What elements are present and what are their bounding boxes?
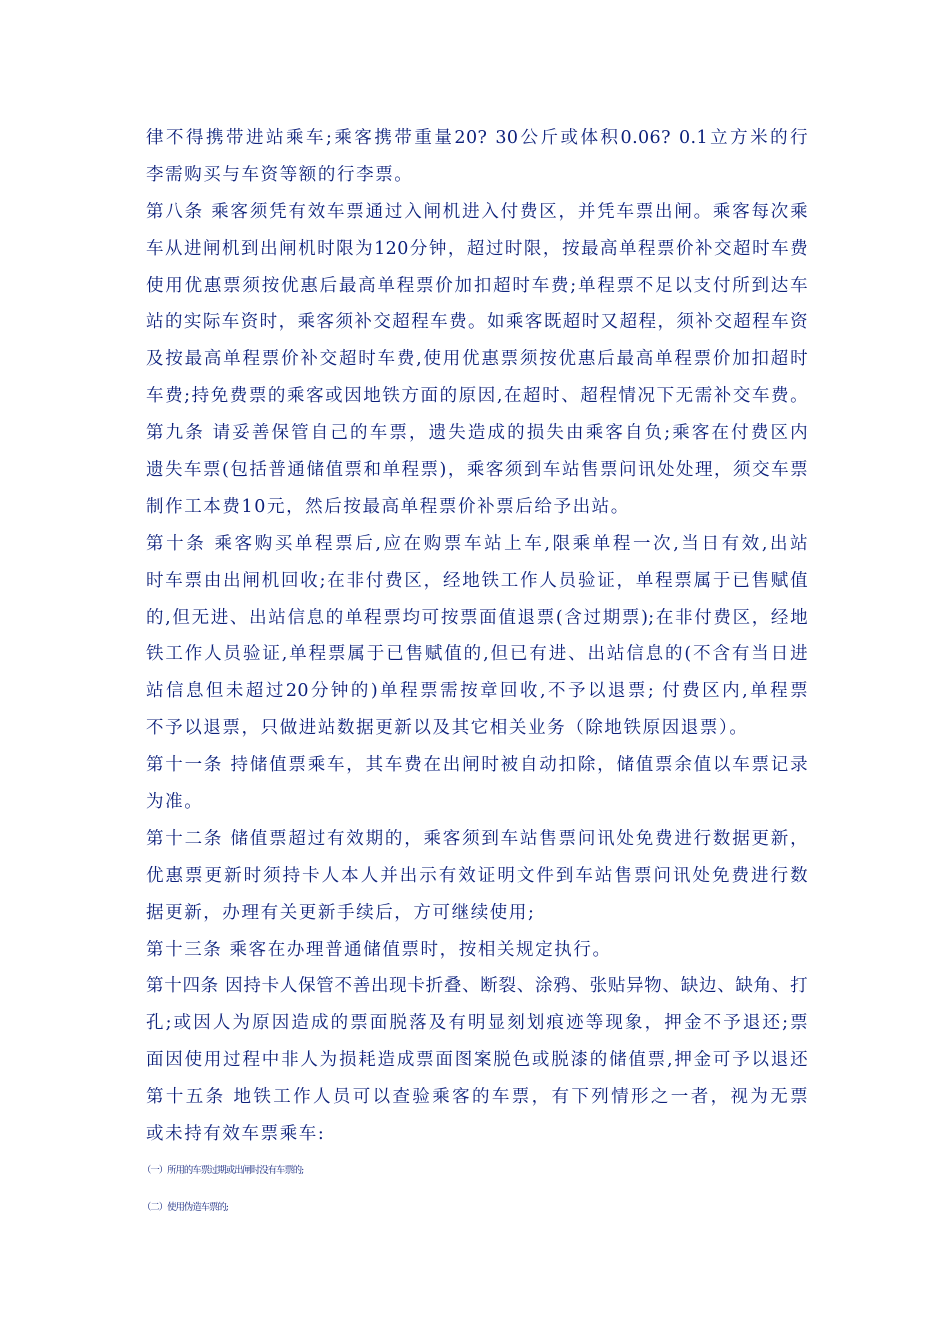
text-line: 铁工作人员验证,单程票属于已售赋值的,但已有进、出站信息的(不含有当日进 xyxy=(146,644,808,665)
text-line: 李需购买与车资等额的行李票。 xyxy=(146,164,414,185)
text-line: 的,但无进、出站信息的单程票均可按票面值退票(含过期票);在非付费区，经地 xyxy=(146,607,808,628)
text-line: 为准。 xyxy=(146,792,204,813)
text-line: 律不得携带进站乘车;乘客携带重量20? 30公斤或体积0.06? 0.1立方米的行 xyxy=(146,128,808,148)
text-line: 第十五条 地铁工作人员可以查验乘客的车票，有下列情形之一者，视为无票 xyxy=(146,1087,808,1108)
text-line: 孔;或因人为原因造成的票面脱落及有明显刻划痕迹等现象，押金不予退还;票 xyxy=(146,1013,808,1034)
text-line: 第十一条 持储值票乘车，其车费在出闸时被自动扣除，储值票余值以车票记录 xyxy=(146,755,808,776)
text-line: 据更新，办理有关更新手续后，方可继续使用; xyxy=(146,902,536,923)
text-line: 第九条 请妥善保管自己的车票，遗失造成的损失由乘客自负;乘客在付费区内 xyxy=(146,423,808,444)
text-line: 遗失车票(包括普通储值票和单程票)，乘客须到车站售票问讯处处理，须交车票 xyxy=(146,460,808,481)
text-line: 车费;持免费票的乘客或因地铁方面的原因,在超时、超程情况下无需补交车费。 xyxy=(146,386,808,407)
text-line: 车从进闸机到出闸机时限为120分钟，超过时限，按最高单程票价补交超时车费 xyxy=(146,238,808,259)
text-line: 及按最高单程票价补交超时车费,使用优惠票须按优惠后最高单程票价加扣超时 xyxy=(146,349,808,370)
text-line: 不予以退票，只做进站数据更新以及其它相关业务（除地铁原因退票）。 xyxy=(146,718,749,739)
text-line: 时车票由出闸机回收;在非付费区，经地铁工作人员验证，单程票属于已售赋值 xyxy=(146,570,808,591)
text-line: 或未持有效车票乘车: xyxy=(146,1124,326,1145)
body-text xyxy=(142,120,808,1227)
text-line: 使用优惠票须按优惠后最高单程票价加扣超时车费;单程票不足以支付所到达车 xyxy=(146,275,808,296)
text-line: （二）使用伪造车票的; xyxy=(142,1201,228,1213)
text-line: 面因使用过程中非人为损耗造成票面图案脱色或脱漆的储值票,押金可予以退还 xyxy=(146,1050,808,1071)
text-line: 第十三条 乘客在办理普通储值票时，按相关规定执行。 xyxy=(146,939,612,960)
text-line: （一）所用的车票过期或出闸时没有车票的; xyxy=(142,1164,304,1176)
text-line: 优惠票更新时须持卡人本人并出示有效证明文件到车站售票问讯处免费进行数 xyxy=(146,865,808,886)
text-line: 第十四条 因持卡人保管不善出现卡折叠、断裂、涂鸦、张贴异物、缺边、缺角、打 xyxy=(146,976,808,997)
text-line: 站的实际车资时，乘客须补交超程车费。如乘客既超时又超程，须补交超程车资 xyxy=(146,312,808,333)
text-line: 第十条 乘客购买单程票后,应在购票车站上车,限乘单程一次,当日有效,出站 xyxy=(146,533,808,554)
text-line: 制作工本费10元，然后按最高单程票价补票后给予出站。 xyxy=(146,496,630,517)
text-line: 第十二条 储值票超过有效期的，乘客须到车站售票问讯处免费进行数据更新， xyxy=(146,828,808,849)
text-line: 站信息但未超过20分钟的)单程票需按章回收,不予以退票; 付费区内,单程票 xyxy=(146,681,808,702)
text-line: 第八条 乘客须凭有效车票通过入闸机进入付费区，并凭车票出闸。乘客每次乘 xyxy=(146,201,808,222)
